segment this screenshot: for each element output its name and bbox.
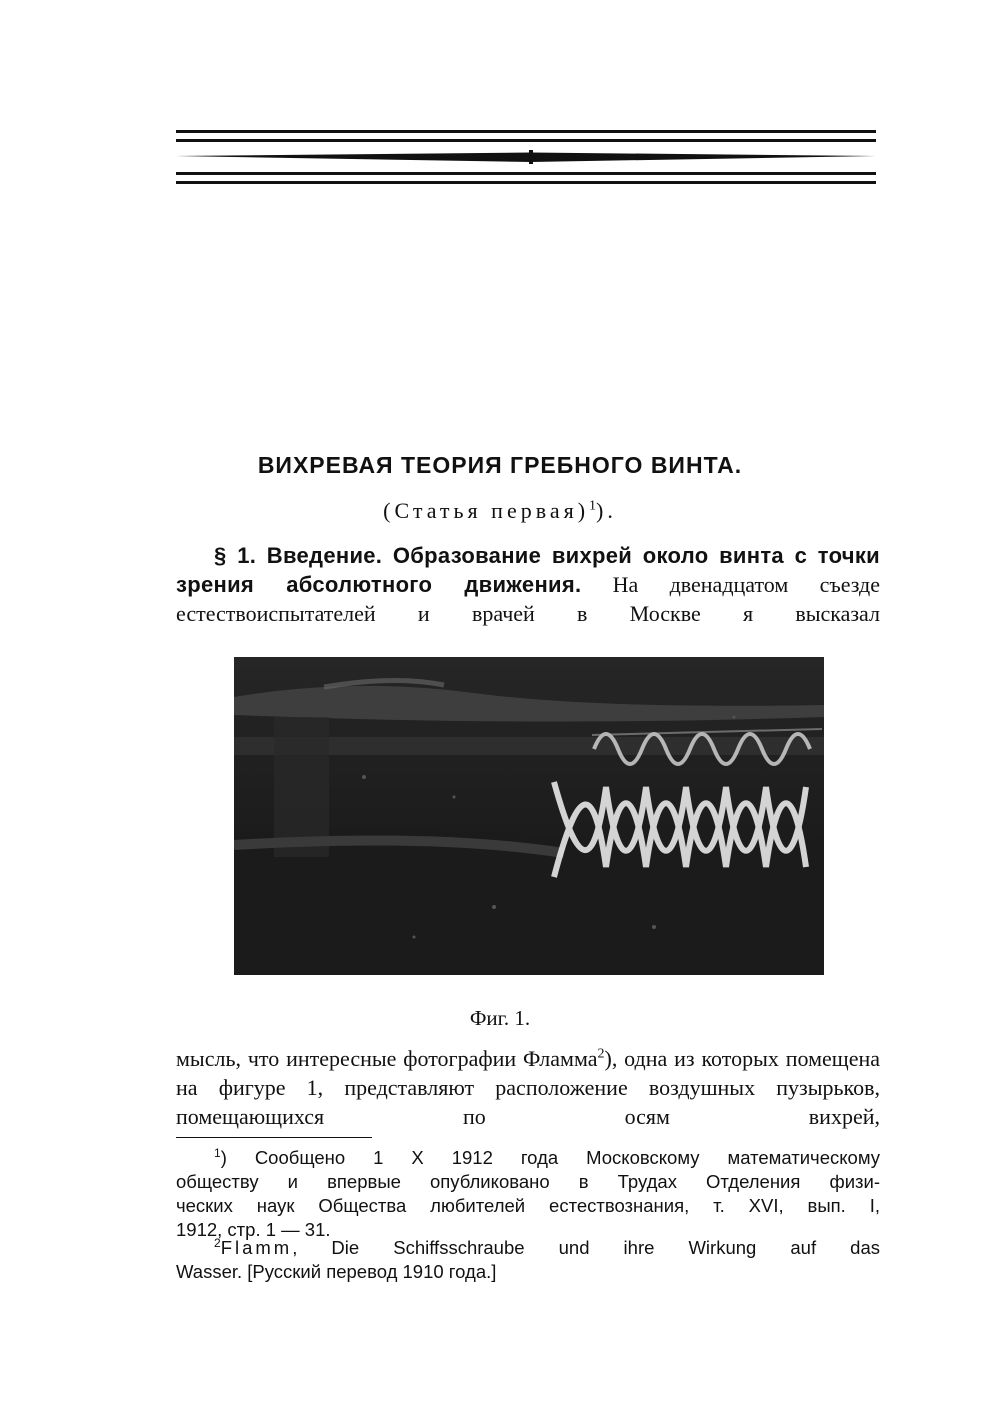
figure-photograph — [234, 657, 824, 975]
footnote-2-author: Flamm — [220, 1237, 293, 1258]
figure-caption: Фиг. 1. — [469, 1006, 531, 1030]
footnote-divider — [176, 1137, 372, 1138]
footnote-2-line-2: Wasser. [Русский перевод 1910 года.] — [176, 1261, 497, 1282]
article-subtitle — [0, 498, 1000, 524]
section-heading: § 1. Введение. Образование вихрей около винта с точки зрения абсолютного движения. — [176, 543, 880, 597]
continuation-paragraph — [176, 1044, 880, 1131]
continuation-text-b: ), одна из которых помещена на фигуре 1, представляют расположение воздушных пузырьков, помещающихся по осям вихрей, — [176, 1046, 880, 1129]
intro-text: На двенадцатом съезде естествоиспытателей и врачей в Москве я высказал — [176, 572, 880, 626]
footnote-ref-2: 2 — [597, 1046, 605, 1062]
decorative-ornament-rule — [176, 126, 876, 188]
footnote-1-line-2: обществу и впервые опубликовано в Трудах Отделения физи- — [176, 1171, 880, 1192]
subtitle-tail: ). — [596, 498, 617, 523]
vortex-photo-image — [234, 657, 824, 975]
article-title: ВИХРЕВАЯ ТЕОРИЯ ГРЕБНОГО ВИНТА. — [257, 452, 743, 478]
intro-paragraph — [176, 541, 880, 628]
footnote-2 — [176, 1236, 880, 1284]
footnote-1-line-3: ческих наук Общества любителей естествознания, т. XVI, вып. I, — [176, 1195, 880, 1216]
footnote-1-line-1: ) Сообщено 1 X 1912 года Московскому математическому — [220, 1147, 880, 1168]
footnote-2-line-1: , Die Schiffsschraube und ihre Wirkung auf das — [292, 1237, 880, 1258]
subtitle-footnote-ref: 1 — [589, 498, 597, 514]
footnote-1 — [176, 1146, 880, 1242]
continuation-text-a: мысль, что интересные фотографии Фламма — [176, 1046, 598, 1071]
subtitle-text: (Статья первая) — [383, 498, 590, 523]
footnote-2-mark: 2 — [214, 1235, 221, 1250]
footnote-1-line-4: 1912, стр. 1 — 31. — [176, 1219, 331, 1240]
footnote-1-mark: 1 — [214, 1145, 221, 1160]
